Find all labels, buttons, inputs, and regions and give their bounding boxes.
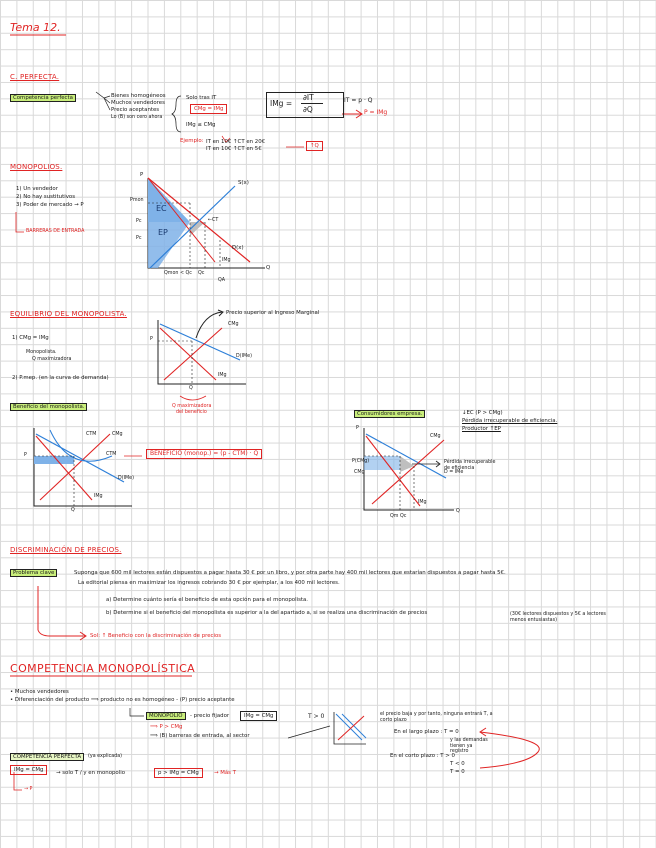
img-label: IMg [222, 258, 231, 263]
mcomp-mono-tag: MONOPOLIO [146, 712, 186, 720]
eq-heading: EQUILIBRIO DEL MONOPOLISTA. [10, 310, 127, 318]
cp-bracket [96, 92, 110, 110]
cons-qm: Qm Qc [390, 514, 407, 519]
ben-p: P [24, 453, 27, 458]
mcomp-cp-tag: COMPETENCIA PERFECTA [10, 753, 84, 761]
qc-label: Qc [198, 271, 205, 276]
mcomp-b1: • Muchos vendedores [10, 689, 69, 695]
cp-note: IT en 10€ ↑CT en 20€ [206, 139, 266, 145]
cp-brace-box: CMg = IMg [190, 104, 227, 114]
formula-it: IT = p · Q [344, 97, 373, 104]
pc-label-2: Pc [136, 236, 142, 241]
eq-arrow-note: Precio superior al Ingreso Marginal [226, 310, 320, 316]
ben-ctm-label: CTM [106, 452, 117, 457]
mcomp-cp-text: → solo T / y en monopolio [56, 770, 126, 776]
mcomp-right4: En el corto plazo : T > 0 [390, 753, 455, 759]
eq-cond1b: Monopolista. [26, 350, 57, 355]
disc-qa: a) Determine cuánto sería el beneficio de esta opción para el monopolista. [106, 597, 309, 603]
mcomp-right6: T = 0 [450, 769, 465, 775]
mcomp-right2: En el largo plazo : T = 0 [394, 729, 459, 735]
disc-p1: Suponga que 600 mil lectores están dispuestos a pagar hasta 30 € por un libro, y por otra parte hay 400 mil lectores que estarían dispuestos a pagar hasta 5€. [74, 570, 506, 576]
mono-list-item: 1) Un vendedor [16, 186, 58, 192]
eq-q: Q [189, 386, 193, 391]
disc-heading: DISCRIMINACIÓN DE PRECIOS. [10, 546, 122, 554]
formula-num: ∂IT [303, 93, 314, 102]
cons-note2: Pérdida irrecuperable de eficiencia. [462, 418, 558, 424]
qa-label: QA [218, 278, 226, 283]
cons-tag: Consumidores empresa. [354, 410, 425, 418]
cp-brace-text: Solo tras IT [186, 95, 217, 101]
cp-item: Muchos vendedores [111, 100, 165, 106]
eq-cond1: 1) CMg = IMg [12, 335, 49, 341]
supply-label: S(x) [238, 180, 249, 186]
mcomp-barr: ⟹ (B) barreras de entrada, al sector [150, 733, 250, 739]
mcomp-mono-text: - precio fijador [190, 713, 230, 719]
ec-area [148, 178, 190, 222]
disc-tag: Problema clave [10, 569, 57, 577]
mcomp-right1: el precio baja y por tanto, ninguna entrará T, a corto plazo [380, 712, 493, 723]
page-title: Tema 12. [10, 21, 61, 34]
barrier-arrow [16, 212, 24, 232]
cons-pcmg: P(CMg) [352, 459, 370, 464]
mcomp-b2: • Diferenciación del producto ⟹ producto no es homogéneo - (P) precio aceptante [10, 697, 235, 703]
pc-label: Pc [136, 219, 142, 224]
cons-cmg: CMg [430, 434, 441, 439]
eq-img [160, 328, 216, 380]
cons-cmg [372, 440, 444, 504]
formula-box [266, 92, 344, 118]
mono-heading: MONOPOLIOS. [10, 163, 63, 171]
mcomp-cp-box2: p > IMg = CMg [154, 768, 203, 778]
eq-cond2: 2) P.mep. (en la curva de demanda) [12, 375, 109, 381]
demand-label: D(x) [232, 245, 244, 251]
cons-p: P [356, 426, 359, 431]
disc-qb-note: (30€ lectores dispuestos y 5€ a lectores menos entusiastas) [510, 612, 606, 623]
axis-q: Q [266, 265, 271, 271]
ben-formula: BENEFICIO (monop.) = (p - CTM) · Q [146, 449, 262, 459]
cp-brace [172, 96, 181, 132]
cp-item: Lo (B) son cero ahora [111, 115, 163, 120]
mcomp-mono-box: IMg = CMg [240, 711, 277, 721]
cons-note1: ↓EC (P > CMg) [462, 410, 503, 416]
cp-note-label: Ejemplo: [180, 138, 204, 144]
disc-p2: La editorial piensa en maximizar los ingresos cobrando 30 € por ejemplar, a los 400 mil lectores. [78, 580, 340, 586]
ben-d: D(IMe) [118, 476, 134, 481]
cons-img: IMg [418, 500, 427, 505]
eq-cond1c: Q maximizadora [32, 357, 72, 362]
cp-brace-text-2: IMg ≤ CMg [186, 122, 216, 128]
benefit-graph [34, 428, 142, 506]
eq-qnote2: del beneficio [176, 410, 207, 415]
eq-d: D(IMe) [236, 354, 252, 359]
ben-q: Q [71, 508, 75, 513]
cp-item: Precio aceptantes [111, 107, 160, 113]
barriers-label: BARRERAS DE ENTRADA [26, 229, 85, 234]
cp-tag: Competencia perfecta [10, 94, 76, 102]
cp-note-box: ↑Q [306, 141, 323, 151]
ben-ctm: CTM [86, 432, 97, 437]
ben-img: IMg [94, 494, 103, 499]
consumers-graph [364, 428, 454, 510]
axis-p: P [140, 172, 144, 178]
ben-cmg: CMg [112, 432, 123, 437]
eq-cmg: CMg [228, 322, 239, 327]
cons-d: D = IMe [444, 470, 464, 475]
cons-img [366, 436, 420, 506]
mcomp-pcmg: ⟹ P > CMg [150, 724, 183, 730]
mono-list-item: 2) No hay sustitutivos [16, 194, 75, 200]
mcomp-cp-p: → P [24, 787, 33, 792]
mcomp-cp-sub: (ya explicada) [88, 754, 123, 759]
disc-sol: Sol: ↑ Beneficio con la discriminación de precios [90, 633, 222, 639]
mono-list-item: 3) Poder de mercado → P [16, 202, 84, 208]
mcomp-cp-res: → Más T [214, 770, 236, 776]
cons-q: Q [456, 509, 460, 514]
qmon-note: Qmon < Qc [164, 271, 192, 276]
eq-cmg [164, 328, 222, 380]
mcomp-right3: y las demandas tienen ya registro [450, 738, 488, 755]
eq-img: IMg [218, 373, 227, 378]
small-graph [334, 712, 366, 744]
mcomp-heading: COMPETENCIA MONOPOLÍSTICA [10, 662, 196, 675]
ep-label: EP [158, 228, 168, 237]
ep-area [148, 222, 190, 268]
ec-label: EC [156, 204, 167, 213]
mcomp-tgt: T > 0 [308, 713, 325, 720]
disc-qb: b) Determine si el beneficio del monopolista es superior a la del apartado a, si se realiza una discriminación de precios [106, 610, 428, 616]
mcomp-right5: T < 0 [450, 761, 465, 767]
eq-p: P [150, 337, 153, 342]
formula-result: P = IMg [364, 109, 388, 116]
cons-loss: Pérdida irrecuperable de eficiencia [444, 460, 496, 471]
mcomp-cp-box: IMg = CMg [10, 765, 47, 775]
formula-lhs: IMg = [270, 99, 293, 108]
cons-cmg2: CMg [354, 470, 365, 475]
ct-label: ←CT [208, 218, 219, 223]
cp-item: Bienes homogéneos [111, 93, 166, 99]
monopoly-graph [148, 178, 265, 268]
eq-qnote: Q maximizadora [172, 404, 212, 409]
pmon-label: Pmon [130, 198, 144, 203]
disc-arrow [38, 586, 86, 636]
ben-tag: Beneficio del monopolista. [10, 403, 87, 411]
formula-den: ∂Q [303, 105, 313, 114]
ben-cmg [40, 434, 110, 500]
ben-img [36, 436, 92, 500]
cp-heading: C. PERFECTA. [10, 73, 60, 81]
formula-arrow [342, 110, 362, 118]
cp-note: IT en 10€ ↑CT en 5€ [206, 146, 262, 152]
cons-note3: Productor ↑EP [462, 426, 501, 432]
